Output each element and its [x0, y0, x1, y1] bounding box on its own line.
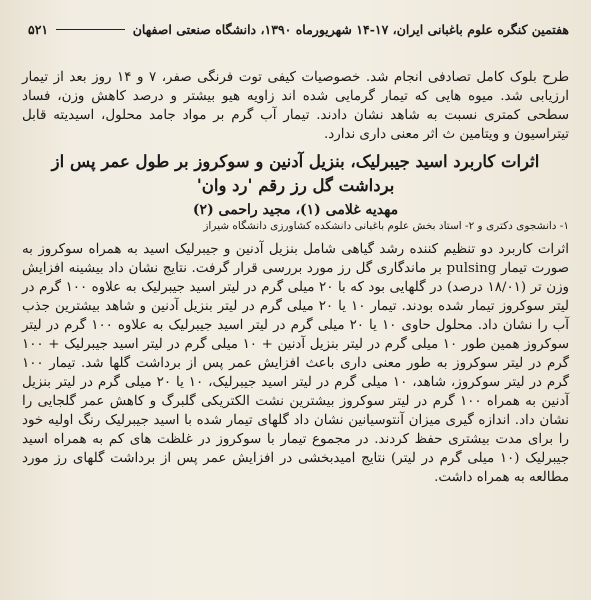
article-authors: مهدیه غلامی (۱)، مجید راحمی (۲)	[192, 202, 399, 218]
article-body: اثرات کاربرد دو تنظیم کننده رشد گیاهی شامل بنزیل آدنین و جیبرلیک اسید به همراه سوکروز به صورت تیمار pulsing بر ماندگاری گل رز مورد بررسی قرار گرفت. نتایج نشان داد بیشینه افزایش وزن تر (۱۸/۰۱ درصد) در گلهایی بود که با ۲۰ میلی گرم در لیتر اسید جیبرلیک به علاوه ۱۰۰ گرم در لیتر سوکروز تیمار شده بودند. تیمار ۱۰ یا ۲۰ میلی گرم در لیتر بنزیل آدنین و شاهد بیشترین جذب آب را نشان داد. محلول حاوی ۱۰ یا ۲۰ میلی گرم در لیتر اسید جیبرلیک به علاوه ۱۰۰ گرم در لیتر سوکروز همین طور ۱۰ میلی گرم در لیتر بنزیل آدنین + ۱۰ میلی گرم در لیتر اسید جیبرلیک + ۱۰۰ گرم در لیتر سوکروز به طور معنی داری باعث افزایش عمر پس از برداشت گلها شد. تیمار ۱۰۰ گرم در لیتر سوکروز، شاهد، ۱۰ میلی گرم در لیتر اسید جیبرلیک، ۱۰ یا ۲۰ میلی گرم در لیتر بنزیل آدنین به همراه ۱۰۰ گرم در لیتر سوکروز بیشترین نشت الکتریکی گلبرگ و کاهش عمر گلجایی را نشان داد. اندازه گیری میزان آنتوسیانین نشان داد گلهای تیمار شده با اسید جیبرلیک رنگ اولیه خود را برای مدت بیشتری حفظ کردند. در مجموع تیمار با سوکروز در غلظت های کم به همراه اسید جیبرلیک (۱۰ میلی گرم در لیتر) نتایج امیدبخشی در افزایش عمر پس از برداشت گلهای رز مورد مطالعه به همراه داشت.	[22, 242, 570, 485]
header-title: هفتمین کنگره علوم باغبانی ایران، ۱۷-۱۴ شهریورماه ۱۳۹۰، دانشگاه صنعتی اصفهان	[132, 22, 569, 37]
article-title: اثرات کاربرد اسید جیبرلیک، بنزیل آدنین و سوکروز بر طول عمر پس از برداشت گل رز رقم 'رد وان'	[51, 152, 540, 195]
page-content	[22, 68, 569, 487]
intro-paragraph: طرح بلوک کامل تصادفی انجام شد. خصوصیات کیفی توت فرنگی صفر، ۷ و ۱۴ روز بعد از تیمار ارزیابی شد. میوه هایی که تیمار گرمایی شده اند زاویه هیو بیشتر و درصد کاهش وزن، فساد سطحی کمتری نسبت به شاهد نشان دادند. تیمار آب گرم بر مواد جامد محلول، اسیدیته قابل تیتراسیون و ویتامین ث اثر معنی داری ندارد.	[22, 70, 570, 142]
page-number: ۵۲۱	[28, 22, 49, 37]
running-header	[28, 22, 569, 37]
article-affiliation: ۱- دانشجوی دکتری و ۲- استاد بخش علوم باغبانی دانشکده کشاورزی دانشگاه شیراز	[203, 220, 569, 232]
header-rule	[56, 29, 125, 30]
